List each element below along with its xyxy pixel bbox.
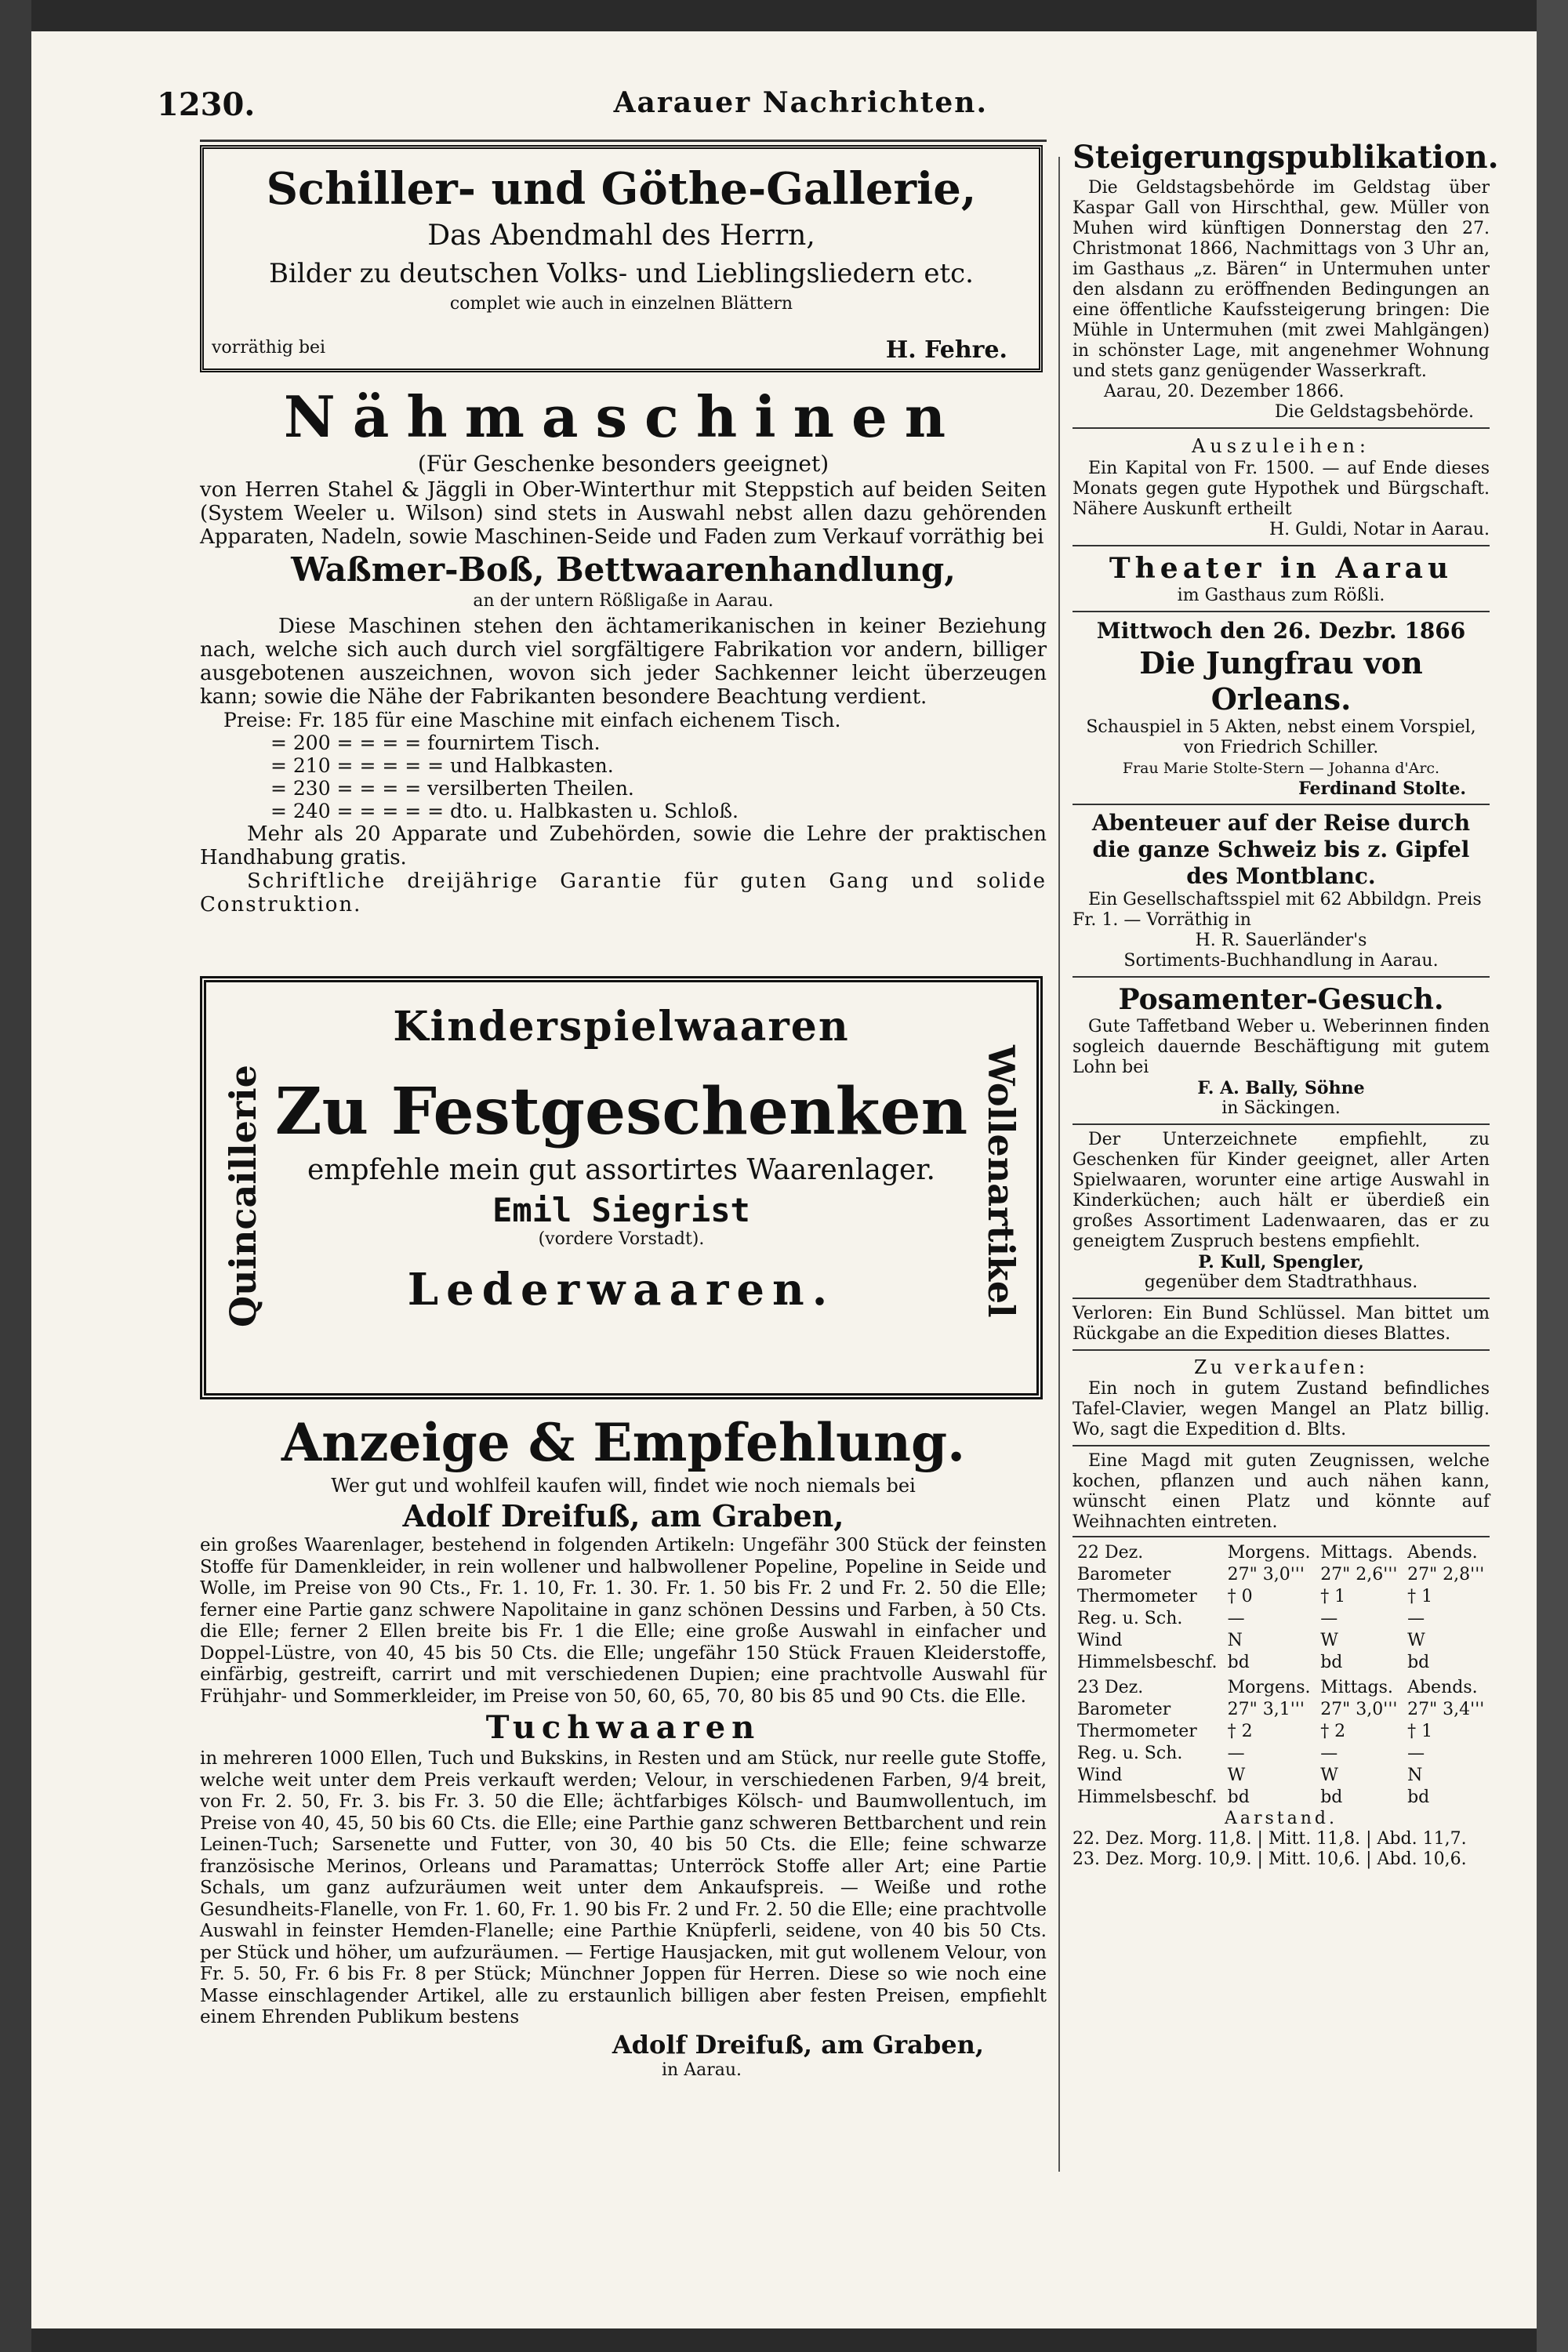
ad-dreifuss-name: Adolf Dreifuß, am Graben, xyxy=(402,1498,844,1534)
weather-cell: 27" 2,8''' xyxy=(1407,1565,1485,1584)
theater-sub: im Gasthaus zum Rößli. xyxy=(1177,586,1385,605)
ad-kinder-right-vertical: Wollenartikel xyxy=(980,1045,1022,1318)
ad-kinder-box xyxy=(200,976,1043,1399)
ad-kinder-main: Zu Festgeschenken xyxy=(274,1074,968,1149)
ad-dreifuss-sub: Tuchwaaren xyxy=(485,1709,761,1746)
weather-table-2 xyxy=(1073,1677,1490,1809)
weather-cell: Reg. u. Sch. xyxy=(1077,1609,1183,1628)
rule xyxy=(1073,976,1490,978)
rule xyxy=(1073,804,1490,805)
weather-header: Abends. xyxy=(1407,1543,1478,1563)
theater-sign: Ferdinand Stolte. xyxy=(1298,779,1466,799)
abent-sign1: H. R. Sauerländer's xyxy=(1195,931,1367,950)
aus-sign: H. Guldi, Notar in Aarau. xyxy=(1269,520,1490,539)
weather-cell: Thermometer xyxy=(1077,1587,1197,1606)
weather-cell: Wind xyxy=(1077,1766,1123,1785)
steig-date: Aarau, 20. Dezember 1866. xyxy=(1104,382,1345,401)
ad-naeh-seller-sub: an der untern Rößligaße in Aarau. xyxy=(473,591,774,611)
column-divider xyxy=(1058,157,1060,2172)
ad-naeh-title: Nähmaschinen xyxy=(283,383,964,450)
ad-naeh-price: = 210 = = = = = und Halbkasten. xyxy=(270,754,614,777)
weather-cell: Wind xyxy=(1077,1631,1123,1650)
weather-cell: — xyxy=(1320,1744,1338,1763)
weather-table-1 xyxy=(1073,1542,1490,1674)
verk-title: Zu verkaufen: xyxy=(1194,1356,1368,1378)
kull-body: Der Unterzeichnete empfiehlt, zu Geschenken für Kinder geeignet, aller Arten Spielwaaren, worunter eine artige Auswahl in Kinderküchen; auch hält er überdieß ein großes Assortiment Ladenwaaren, das er zu geneigtem Zuspruch bestens empfiehlt. xyxy=(1073,1130,1490,1251)
aarstand-title: Aarstand. xyxy=(1224,1809,1338,1828)
newspaper-title: Aarauer Nachrichten. xyxy=(613,86,988,119)
weather-cell: † 0 xyxy=(1227,1587,1253,1606)
theater-title: Theater in Aarau xyxy=(1109,552,1454,585)
ad-naeh-body1: von Herren Stahel & Jäggli in Ober-Winterthur mit Steppstich auf beiden Seiten (System Weeler u. Wilson) sind stets in Auswahl nebst allen dazu gehörenden Apparaten, Nadeln, sowie Maschinen-Seide und Faden zum Verkauf vorräthig bei xyxy=(200,478,1047,549)
weather-cell: 27" 3,0''' xyxy=(1320,1700,1398,1719)
weather-cell: † 1 xyxy=(1320,1587,1346,1606)
ad-schiller-box xyxy=(200,145,1043,372)
theater-body: Schauspiel in 5 Akten, nebst einem Vorspiel, von Friedrich Schiller. xyxy=(1086,717,1476,757)
ad-kinder-line2: empfehle mein gut assortirtes Waarenlager. xyxy=(307,1154,935,1186)
weather-cell: † 1 xyxy=(1407,1722,1433,1741)
weather-cell: 27" 3,0''' xyxy=(1227,1565,1305,1584)
posa-sign2: in Säckingen. xyxy=(1221,1098,1341,1118)
weather-cell: bd xyxy=(1320,1653,1343,1672)
ad-naeh-body4: Schriftliche dreijährige Garantie für guten Gang und solide Construktion. xyxy=(200,869,1047,916)
scan-left-edge xyxy=(0,0,31,2352)
ad-schiller-seller: H. Fehre. xyxy=(885,336,1007,364)
weather-cell: bd xyxy=(1407,1653,1430,1672)
weather-cell: 27" 3,4''' xyxy=(1407,1700,1485,1719)
ad-kinder-addr: (vordere Vorstadt). xyxy=(538,1229,705,1249)
aus-body: Ein Kapital von Fr. 1500. — auf Ende dieses Monats gegen gute Hypothek und Bürgschaft. Nähere Auskunft ertheilt xyxy=(1073,459,1490,519)
rule xyxy=(1073,611,1490,612)
weather-cell: — xyxy=(1407,1744,1425,1763)
ad-dreifuss xyxy=(200,1411,1047,2081)
weather-cell: Barometer xyxy=(1077,1565,1171,1584)
weather-cell: Thermometer xyxy=(1077,1722,1197,1741)
weather-cell: bd xyxy=(1227,1653,1250,1672)
ad-dreifuss-body2: in mehreren 1000 Ellen, Tuch und Bukskins, in Resten und am Stück, nur reelle gute Stoffe, welche weit unter dem Preis verkauft werden; Velour, in verschiedenen Farben, 9/4 breit, von Fr. 2. 50, Fr. 3. bis Fr. 3. 50 die Elle; ächtfarbiges Kölsch- und Baumwollentuch, im Preise von 40, 45, 50 bis 60 Cts. die Elle; eine Parthie ganz schweren Bettbarchent und rein Leinen-Tuch; Sarsenette und Futter, von 30, 40 bis 50 Cts. die Elle; feine schwarze französische Merinos, Orleans und Paramattas; Unterröck Stoffe aller Art; eine Partie Schals, um ganz aufzuräumen weit unter dem Ankaufspreis. — Weiße und rothe Gesundheits-Flanelle, von Fr. 1. 60, Fr. 1. 90 bis Fr. 2 und Fr. 2. 50 die Elle; eine prachtvolle Auswahl in feinster Hemden-Flanelle; eine Parthie Knüpferli, seidene, von 40 bis 50 Cts. per Stück und höher, um aufzuräumen. — Fertige Hausjacken, mit gut wollenem Velour, von Fr. 5. 50, Fr. 6 bis Fr. 8 per Stück; Münchner Joppen für Herren. Diese so wie noch eine Masse einschlagender Artikel, alle zu erstaunlich billigen aber festen Preisen, empfiehlt einem Ehrenden Publikum bestens xyxy=(200,1748,1047,2027)
weather-cell: † 1 xyxy=(1407,1587,1433,1606)
ad-naeh-price: = 200 = = = = fournirtem Tisch. xyxy=(270,731,601,754)
posa-body: Gute Taffetband Weber u. Weberinnen finden sogleich dauernde Beschäftigung mit gutem Lohn bei xyxy=(1073,1017,1490,1077)
ad-naeh-subtitle: (Für Geschenke besonders geeignet) xyxy=(417,451,829,477)
ad-kinder-left-vertical: Quincaillerie xyxy=(222,1065,264,1327)
rule xyxy=(1073,1445,1490,1446)
ad-schiller-left: vorräthig bei xyxy=(212,338,326,358)
ad-kinder-top: Kinderspielwaaren xyxy=(393,1003,850,1051)
ad-naeh-price: Preise: Fr. 185 für eine Maschine mit einfach eichenem Tisch. xyxy=(223,709,841,731)
verk-body: Ein noch in gutem Zustand befindliches Tafel-Clavier, wegen Mangel an Platz billig. Wo, sagt die Expedition d. Blts. xyxy=(1073,1379,1490,1439)
kull-sign2: gegenüber dem Stadtrathhaus. xyxy=(1144,1272,1418,1292)
page-header xyxy=(157,86,988,133)
weather-cell: W xyxy=(1407,1631,1425,1650)
abent-body: Ein Gesellschaftsspiel mit 62 Abbildgn. Preis Fr. 1. — Vorräthig in xyxy=(1073,890,1482,930)
ad-schiller-title: Schiller- und Göthe-Gallerie, xyxy=(266,163,977,215)
abent-title: Abenteuer auf der Reise durch die ganze Schweiz bis z. Gipfel des Montblanc. xyxy=(1091,810,1471,889)
theater-play: Die Jungfrau von Orleans. xyxy=(1139,645,1423,717)
rule xyxy=(1073,545,1490,546)
aus-title: Auszuleihen: xyxy=(1192,435,1370,457)
weather-cell: Himmelsbeschf. xyxy=(1077,1788,1218,1807)
scan-right-edge xyxy=(1537,0,1568,2352)
ad-dreifuss-sign-sub: in Aarau. xyxy=(662,2060,742,2080)
weather-cell: Reg. u. Sch. xyxy=(1077,1744,1183,1763)
aarstand-row: 22. Dez. Morg. 11,8. | Mitt. 11,8. | Abd. 11,7. xyxy=(1073,1829,1467,1849)
rule xyxy=(1073,1349,1490,1351)
weather-cell: † 2 xyxy=(1227,1722,1253,1741)
posa-sign: F. A. Bally, Söhne xyxy=(1197,1078,1365,1098)
ad-schiller-line3: Bilder zu deutschen Volks- und Lieblingsliedern etc. xyxy=(269,258,974,289)
weather-cell: W xyxy=(1320,1631,1338,1650)
rule xyxy=(1073,427,1490,429)
weather-header: Mittags. xyxy=(1320,1543,1393,1563)
steig-sign: Die Geldstagsbehörde. xyxy=(1274,402,1474,422)
weather-cell: N xyxy=(1227,1631,1243,1650)
rule xyxy=(1073,1123,1490,1125)
ad-naeh-seller: Waßmer-Boß, Bettwaarenhandlung, xyxy=(291,550,956,589)
weather-cell: Himmelsbeschf. xyxy=(1077,1653,1218,1672)
weather-cell: Barometer xyxy=(1077,1700,1171,1719)
ad-naeh-price: = 240 = = = = = dto. u. Halbkasten u. Schloß. xyxy=(270,800,739,822)
magd-body: Eine Magd mit guten Zeugnissen, welche kochen, pflanzen und auch nähen kann, wünscht einen Platz und könnte auf Weihnachten eintreten. xyxy=(1073,1451,1490,1537)
header-rule xyxy=(200,140,1047,142)
weather-header: 22 Dez. xyxy=(1077,1543,1144,1563)
weather-header: Morgens. xyxy=(1227,1543,1311,1563)
ad-dreifuss-sign: Adolf Dreifuß, am Graben, xyxy=(612,2029,984,2060)
ad-kinder-name: Emil Siegrist xyxy=(492,1191,750,1229)
weather-cell: N xyxy=(1407,1766,1423,1785)
weather-cell: 27" 3,1''' xyxy=(1227,1700,1305,1719)
ad-naeh-body3: Mehr als 20 Apparate und Zubehörden, sowie die Lehre der praktischen Handhabung gratis. xyxy=(200,822,1047,869)
ad-kinder-bottom: Lederwaaren. xyxy=(407,1264,836,1316)
steig-title: Steigerungspublikation. xyxy=(1073,139,1499,176)
weather-header: Mittags. xyxy=(1320,1678,1393,1697)
weather-cell: — xyxy=(1227,1609,1245,1628)
ad-dreifuss-body1: ein großes Waarenlager, bestehend in folgenden Artikeln: Ungefähr 300 Stück der feinsten Stoffe für Damenkleider, in rein wollener und halbwollener Popeline, Popeline in Seide und Wolle, im Preise von 90 Cts., Fr. 1. 10, Fr. 1. 30. Fr. 1. 50 bis Fr. 2 und Fr. 2. 50 die Elle; ferner eine Partie ganz schwere Napolitaine in ganz schönen Dessins und Farben, à 50 Cts. die Elle; ferner 2 Ellen breite bis Fr. 1 die Elle; eine große Auswahl in einfacher und Doppel-Lüstre, von 40, 45 bis 50 Cts. die Elle; ungefähr 150 Stück Frauen Kleiderstoffe, einfärbig, gestreift, carrirt und mit verschiedenen Dupien; eine prachtvolle Auswahl für Frühjahr- und Sommerkleider, im Preise von 50, 60, 65, 70, 80 bis 85 und 90 Cts. die Elle. xyxy=(200,1535,1047,1707)
weather-cell: 27" 2,6''' xyxy=(1320,1565,1398,1584)
weather-cell: — xyxy=(1320,1609,1338,1628)
ad-dreifuss-intro: Wer gut und wohlfeil kaufen will, findet wie noch niemals bei xyxy=(331,1475,916,1497)
ad-dreifuss-title: Anzeige & Empfehlung. xyxy=(281,1412,966,1473)
steig-body: Die Geldstagsbehörde im Geldstag über Kaspar Gall von Hirschthal, gew. Müller von Muhen wird künftigen Donnerstag den 27. Christmonat 1866, Nachmittags von 3 Uhr an, im Gasthaus „z. Bären“ in Untermuhen unter den alsdann zu eröffnenden Bedingungen an eine öffentliche Kaufssteigerung bringen: Die Mühle in Untermuhen (mit zwei Mahlgängen) in schönster Lage, mit angenehmer Wohnung und stets ganz genügender Wasserkraft. xyxy=(1073,178,1490,381)
posa-title: Posamenter-Gesuch. xyxy=(1118,983,1444,1016)
theater-date: Mittwoch den 26. Dezbr. 1866 xyxy=(1096,618,1466,644)
theater-cast: Frau Marie Stolte-Stern — Johanna d'Arc. xyxy=(1122,760,1440,777)
weather-header: 23 Dez. xyxy=(1077,1678,1144,1697)
weather-cell: † 2 xyxy=(1320,1722,1346,1741)
right-column xyxy=(1073,137,1499,1870)
ad-schiller-line4: complet wie auch in einzelnen Blättern xyxy=(449,294,793,314)
weather-cell: bd xyxy=(1320,1788,1343,1807)
ad-naeh-price: = 230 = = = = versilberten Theilen. xyxy=(270,777,634,800)
ad-naeh-body2: Diese Maschinen stehen den ächtamerikanischen in keiner Beziehung nach, welche sich auch durch viel sorgfältigere Fabrikation vor andern, billiger ausgebotenen auszeichnen, wovon sich jeder Sachkenner leicht überzeugen kann; sowie die Nähe der Fabrikanten besondere Beachtung verdient. xyxy=(200,615,1047,709)
weather-cell: bd xyxy=(1227,1788,1250,1807)
weather-cell: — xyxy=(1407,1609,1425,1628)
weather-cell: — xyxy=(1227,1744,1245,1763)
page-number: 1230. xyxy=(157,86,256,123)
verl-body: Verloren: Ein Bund Schlüssel. Man bittet um Rückgabe an die Expedition dieses Blattes. xyxy=(1073,1304,1490,1344)
kull-sign: P. Kull, Spengler, xyxy=(1198,1252,1364,1272)
weather-cell: W xyxy=(1227,1766,1246,1785)
aarstand-row: 23. Dez. Morg. 10,9. | Mitt. 10,6. | Abd. 10,6. xyxy=(1073,1849,1467,1869)
ad-naehmaschinen xyxy=(200,384,1047,916)
rule xyxy=(1073,1298,1490,1299)
ad-naeh-price-list xyxy=(200,709,1047,822)
weather-header: Abends. xyxy=(1407,1678,1478,1697)
weather-cell: W xyxy=(1320,1766,1338,1785)
weather-cell: bd xyxy=(1407,1788,1430,1807)
weather-header: Morgens. xyxy=(1227,1678,1311,1697)
abent-sign2: Sortiments-Buchhandlung in Aarau. xyxy=(1123,951,1439,971)
ad-schiller-line2: Das Abendmahl des Herrn, xyxy=(427,220,815,252)
